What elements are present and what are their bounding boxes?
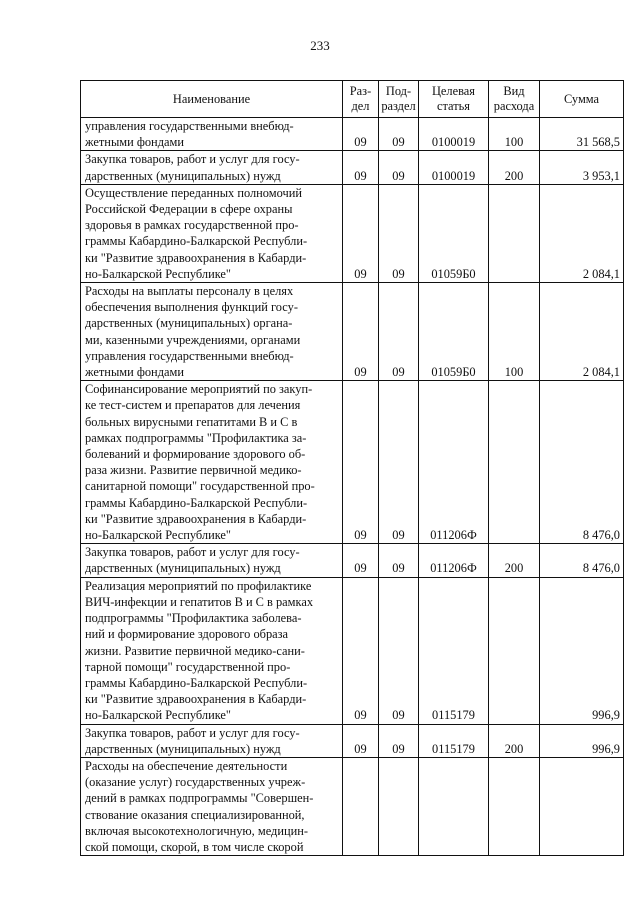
row-type: 100 [489, 283, 540, 381]
row-subsection: 09 [379, 381, 419, 544]
row-subsection: 09 [379, 184, 419, 282]
header-section: Раз- дел [343, 81, 379, 118]
row-sum: 31 568,5 [540, 118, 624, 151]
header-subsection: Под- раздел [379, 81, 419, 118]
row-name: управления государственными внебюд- жетными фондами [81, 118, 343, 151]
row-type: 100 [489, 118, 540, 151]
row-name: Расходы на обеспечение деятельности (оказание услуг) государственных учреж- дений в рамках подпрограммы "Совершен- ствование оказания специализированной, включая высокотехнологичную, медицин- ской помощи, скорой, в том числе скорой [81, 757, 343, 855]
row-section: 09 [343, 118, 379, 151]
row-sum: 2 084,1 [540, 283, 624, 381]
row-target: 0115179 [419, 724, 489, 757]
table-row [81, 184, 624, 282]
row-type [489, 577, 540, 724]
table-row [81, 151, 624, 184]
row-target: 01059Б0 [419, 184, 489, 282]
table-body [81, 118, 624, 856]
table-row [81, 577, 624, 724]
row-section [343, 757, 379, 855]
row-subsection: 09 [379, 544, 419, 577]
table-header-row [81, 81, 624, 118]
table-row [81, 544, 624, 577]
row-name: Осуществление переданных полномочий Российской Федерации в сфере охраны здоровья в рамках государственной про- граммы Кабардино-Балкарской Республи- ки "Развитие здравоохранения в Кабарди- но-Балкарской Республике" [81, 184, 343, 282]
row-target: 0100019 [419, 151, 489, 184]
table-row [81, 381, 624, 544]
row-target: 011206Ф [419, 381, 489, 544]
row-name: Закупка товаров, работ и услуг для госу- дарственных (муниципальных) нужд [81, 151, 343, 184]
row-name: Закупка товаров, работ и услуг для госу- дарственных (муниципальных) нужд [81, 544, 343, 577]
row-section: 09 [343, 381, 379, 544]
header-target: Целевая статья [419, 81, 489, 118]
row-subsection: 09 [379, 577, 419, 724]
row-type: 200 [489, 151, 540, 184]
row-target [419, 757, 489, 855]
row-target: 0115179 [419, 577, 489, 724]
row-name: Расходы на выплаты персоналу в целях обеспечения выполнения функций госу- дарственных (муниципальных) органа- ми, казенными учреждениями, органами управления государственными внебюд- жетными фондами [81, 283, 343, 381]
row-target: 01059Б0 [419, 283, 489, 381]
row-name: Закупка товаров, работ и услуг для госу- дарственных (муниципальных) нужд [81, 724, 343, 757]
row-sum: 996,9 [540, 577, 624, 724]
table-row [81, 118, 624, 151]
header-type: Вид расхода [489, 81, 540, 118]
row-target: 011206Ф [419, 544, 489, 577]
row-type [489, 381, 540, 544]
table-row [81, 757, 624, 855]
budget-table [80, 80, 624, 856]
row-name: Софинансирование мероприятий по закуп- ке тест-систем и препаратов для лечения больных вирусными гепатитами В и С в рамках подпрограммы "Профилактика за- болеваний и формирование здорового об- раза жизни. Развитие первичной медико- санитарной помощи" государственной про- граммы Кабардино-Балкарской Республи- ки "Развитие здравоохранения в Кабарди- но-Балкарской Республике" [81, 381, 343, 544]
row-section: 09 [343, 544, 379, 577]
row-subsection [379, 757, 419, 855]
row-sum [540, 757, 624, 855]
row-sum: 2 084,1 [540, 184, 624, 282]
row-subsection: 09 [379, 283, 419, 381]
row-name: Реализация мероприятий по профилактике ВИЧ-инфекции и гепатитов В и С в рамках подпрограммы "Профилактика заболева- ний и формирование здорового образа жизни. Развитие первичной медико-сани- тарной помощи" государственной про- граммы Кабардино-Балкарской Республи- ки "Развитие здравоохранения в Кабарди- но-Балкарской Республике" [81, 577, 343, 724]
header-sum: Сумма [540, 81, 624, 118]
row-subsection: 09 [379, 118, 419, 151]
row-target: 0100019 [419, 118, 489, 151]
table-row [81, 724, 624, 757]
row-type: 200 [489, 544, 540, 577]
row-sum: 8 476,0 [540, 381, 624, 544]
row-type [489, 757, 540, 855]
row-sum: 3 953,1 [540, 151, 624, 184]
row-type [489, 184, 540, 282]
header-name: Наименование [81, 81, 343, 118]
table-row [81, 283, 624, 381]
row-subsection: 09 [379, 724, 419, 757]
row-section: 09 [343, 184, 379, 282]
row-sum: 996,9 [540, 724, 624, 757]
row-sum: 8 476,0 [540, 544, 624, 577]
row-section: 09 [343, 724, 379, 757]
row-subsection: 09 [379, 151, 419, 184]
page-number: 233 [310, 38, 330, 53]
row-type: 200 [489, 724, 540, 757]
row-section: 09 [343, 151, 379, 184]
row-section: 09 [343, 283, 379, 381]
row-section: 09 [343, 577, 379, 724]
